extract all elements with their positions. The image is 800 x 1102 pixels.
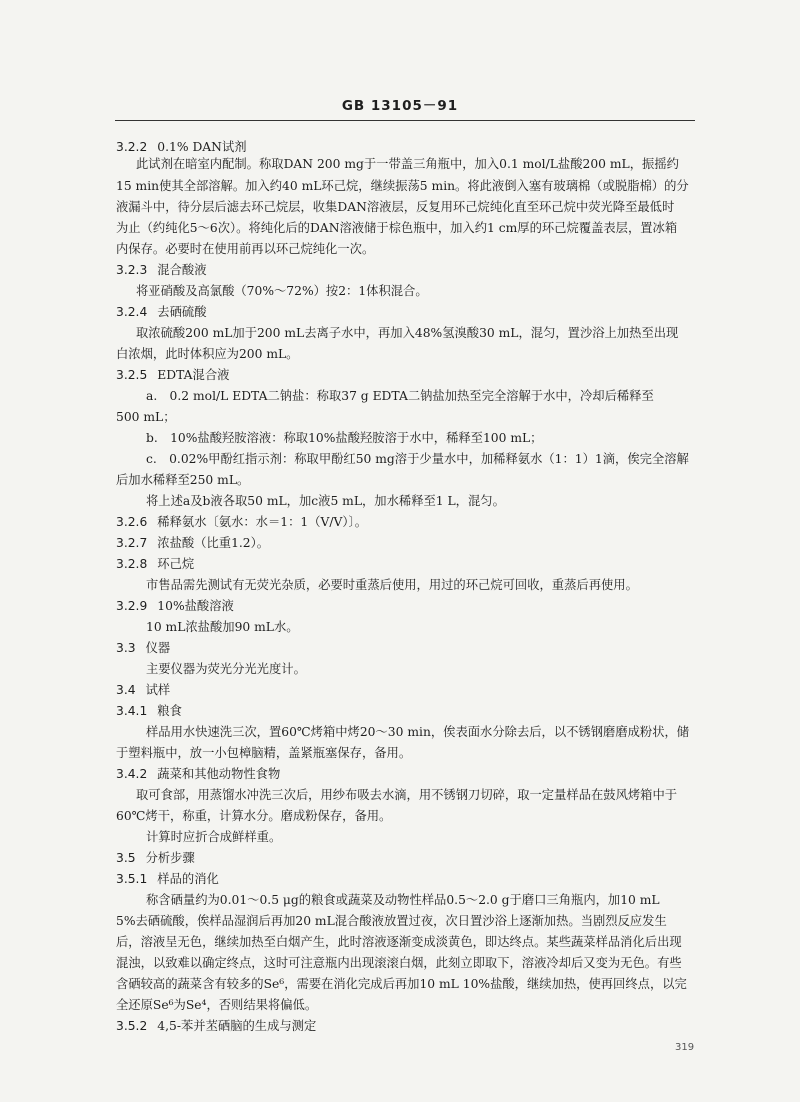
section-title: 稀释氨水〔氨水：水＝1：1（V/V）〕。 (157, 515, 368, 529)
paragraph-line: 液漏斗中，待分层后滤去环己烷层，收集DAN溶液层，反复用环己烷纯化直至环己烷中荧光降至最低时 (116, 200, 675, 214)
section-heading (116, 365, 229, 383)
section-number: 3.2.3 (116, 263, 148, 277)
paragraph-line: 取可食部，用蒸馏水冲洗三次后，用纱布吸去水滴，用不锈钢刀切碎，取一定量样品在鼓风烤箱中于 (136, 788, 678, 802)
section-title: 0.1% DAN试剂 (157, 140, 247, 154)
paragraph-line: 10 mL浓盐酸加90 mL水。 (146, 620, 299, 634)
paragraph-line: 含硒较高的蔬菜含有较多的Se⁶，需要在消化完成后再加10 mL 10%盐酸，继续加热，使再回终点，以完 (116, 977, 687, 991)
section-heading (116, 638, 170, 656)
section-number: 3.2.9 (116, 599, 148, 613)
section-number: 3.2.5 (116, 368, 148, 382)
section-number: 3.2.6 (116, 515, 148, 529)
section-number: 3.3 (116, 641, 136, 655)
paragraph-line: 为止（约纯化5～6次）。将纯化后的DAN溶液储于棕色瓶中，加入约1 cm厚的环己烷覆盖表层，置冰箱 (116, 221, 678, 235)
section-number: 3.2.7 (116, 536, 148, 550)
section-heading (116, 533, 269, 551)
section-number: 3.5.1 (116, 872, 148, 886)
paragraph-line: 内保存。必要时在使用前再以环己烷纯化一次。 (116, 242, 375, 256)
paragraph-line: 取浓硫酸200 mL加于200 mL去离子水中，再加入48%氢溴酸30 mL，混匀，置沙浴上加热至出现 (136, 326, 679, 340)
paragraph-line: 样品用水快速洗三次，置60℃烤箱中烤20～30 min，俟表面水分除去后，以不锈钢磨磨成粉状，储 (146, 725, 690, 739)
list-item-line: b. 10%盐酸羟胺溶液：称取10%盐酸羟胺溶于水中，稀释至100 mL； (146, 431, 543, 445)
section-heading (116, 701, 182, 719)
paragraph-line: 计算时应折合成鲜样重。 (146, 830, 282, 844)
section-heading (116, 260, 207, 278)
section-heading (116, 302, 207, 320)
section-title: EDTA混合液 (157, 368, 230, 382)
section-title: 10%盐酸溶液 (157, 599, 234, 613)
section-heading (116, 512, 367, 530)
section-title: 样品的消化 (157, 872, 219, 886)
section-heading (116, 680, 170, 698)
section-title: 蔬菜和其他动物性食物 (157, 767, 281, 781)
list-item-line: c. 0.02%甲酚红指示剂：称取甲酚红50 mg溶于少量水中，加稀释氨水（1：1）1滴，俟完全溶解 (146, 452, 689, 466)
paragraph-line: 混浊，以致难以确定终点，这时可注意瓶内出现滚滚白烟，此刻立即取下，溶液冷却后又变为无色。有些 (116, 956, 682, 970)
paragraph-line: 此试剂在暗室内配制。称取DAN 200 mg于一带盖三角瓶中，加入0.1 mol/L盐酸200 mL，振摇约 (136, 157, 679, 171)
section-number: 3.4.1 (116, 704, 148, 718)
section-number: 3.5 (116, 851, 136, 865)
paragraph-line: 全还原Se⁶为Se⁴，否则结果将偏低。 (116, 998, 318, 1012)
section-title: 环己烷 (157, 557, 195, 571)
section-heading (116, 596, 234, 614)
paragraph-line: 将亚硝酸及高氯酸（70%～72%）按2：1体积混合。 (136, 284, 428, 298)
list-item-line: 后加水稀释至250 mL。 (116, 473, 250, 487)
paragraph-line: 60℃烤干，称重，计算水分。磨成粉保存，备用。 (116, 809, 392, 823)
paragraph-line: 将上述a及b液各取50 mL，加c液5 mL，加水稀释至1 L，混匀。 (146, 494, 505, 508)
list-item-line: 500 mL； (116, 410, 176, 424)
section-number: 3.2.8 (116, 557, 148, 571)
paragraph-line: 于塑料瓶中，放一小包樟脑精，盖紧瓶塞保存，备用。 (116, 746, 412, 760)
section-title: 混合酸液 (157, 263, 207, 277)
paragraph-line: 白浓烟，此时体积应为200 mL。 (116, 347, 299, 361)
section-title: 试样 (145, 683, 171, 697)
section-heading (116, 848, 195, 866)
section-heading (116, 1016, 316, 1034)
page-number: 319 (675, 1042, 695, 1053)
paragraph-line: 称含硒量约为0.01～0.5 μg的粮食或蔬菜及动物性样品0.5～2.0 g于磨口三角瓶内，加10 mL (146, 893, 660, 907)
section-title: 粮食 (157, 704, 182, 718)
section-title: 分析步骤 (145, 851, 195, 865)
section-heading (116, 137, 247, 155)
section-heading (116, 764, 280, 782)
section-title: 仪器 (145, 641, 171, 655)
section-heading (116, 869, 219, 887)
list-item-line: a. 0.2 mol/L EDTA二钠盐：称取37 g EDTA二钠盐加热至完全溶解于水中，冷却后稀释至 (146, 389, 654, 403)
section-number: 3.2.2 (116, 140, 148, 154)
paragraph-line: 后，溶液呈无色，继续加热至白烟产生，此时溶液逐渐变成淡黄色，即达终点。某些蔬菜样品消化后出现 (116, 935, 682, 949)
section-number: 3.4 (116, 683, 136, 697)
header-rule (115, 120, 695, 121)
section-number: 3.5.2 (116, 1019, 148, 1033)
section-title: 4,5-苯并苤硒脑的生成与测定 (157, 1019, 317, 1033)
paragraph-line: 市售品需先测试有无荧光杂质，必要时重蒸后使用，用过的环己烷可回收，重蒸后再使用。 (146, 578, 638, 592)
standard-header: GB 13105－91 (341, 98, 459, 114)
section-heading (116, 554, 194, 572)
section-number: 3.4.2 (116, 767, 148, 781)
section-title: 浓盐酸（比重1.2）。 (157, 536, 270, 550)
section-number: 3.2.4 (116, 305, 148, 319)
paragraph-line: 15 min使其全部溶解。加入约40 mL环己烷，继续振荡5 min。将此液倒入塞有玻璃棉（或脱脂棉）的分 (116, 179, 689, 193)
paragraph-line: 5%去硒硫酸，俟样品湿润后再加20 mL混合酸液放置过夜，次日置沙浴上逐渐加热。当剧烈反应发生 (116, 914, 667, 928)
section-title: 去硒硫酸 (157, 305, 207, 319)
paragraph-line: 主要仪器为荧光分光光度计。 (146, 662, 306, 676)
